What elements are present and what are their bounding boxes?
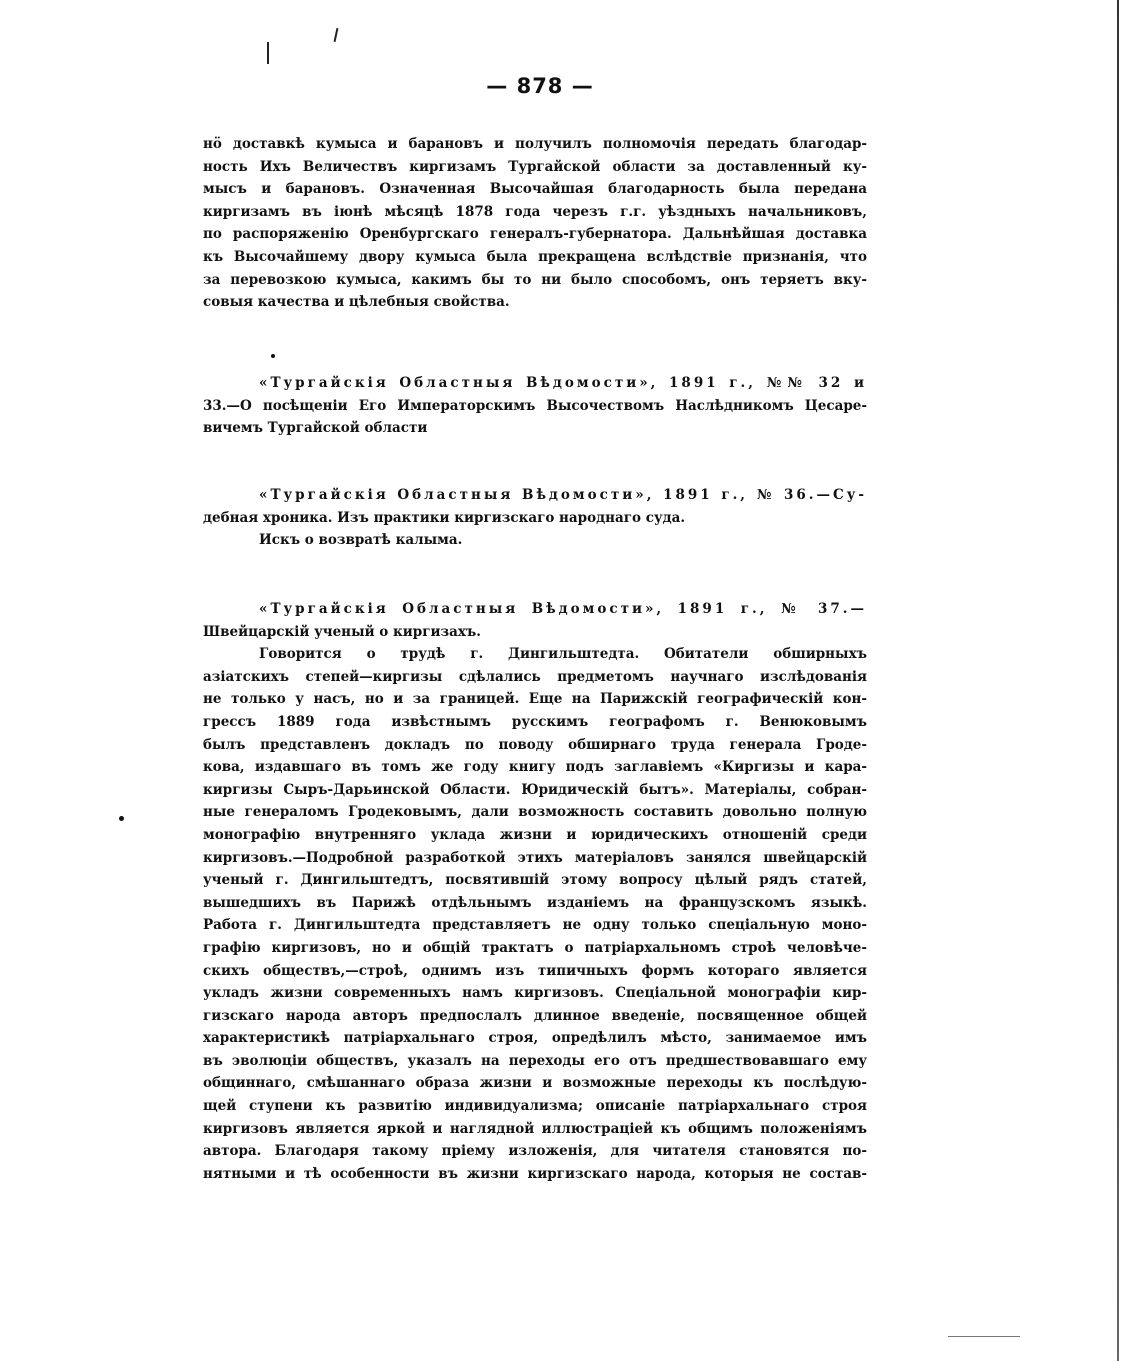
- text-line: въ эволюціи обществъ, указалъ на переходы его отъ предшествовавшаго ему: [203, 1052, 867, 1069]
- text-line: автора. Благодаря такому пріему изложенія, для читателя становятся по-: [203, 1143, 867, 1160]
- text-line: ность Ихъ Величествъ киргизамъ Тургайской области за доставленный ку-: [203, 158, 867, 175]
- text-line: ученый г. Дингильштедтъ, посвятившій этому вопросу цѣлый рядъ статей,: [203, 872, 867, 889]
- text-line: нятными и тѣ особенности въ жизни киргизскаго народа, которыя не состав-: [203, 1165, 867, 1182]
- paragraph-kumys: [203, 133, 867, 314]
- text-line: характеристикѣ патріархальнаго строя, опредѣлилъ мѣсто, занимаемое имъ: [203, 1030, 867, 1047]
- text-line: мысъ и барановъ. Означенная Высочайшая благодарность была передана: [203, 181, 867, 198]
- text-line: скихъ обществъ,—строѣ, однимъ изъ типичныхъ формъ котораго является: [203, 962, 867, 979]
- text-line: монографію внутренняго уклада жизни и юридическихъ отношеній среди: [203, 826, 867, 843]
- entry-no37: [203, 598, 867, 1185]
- text-line: не только у насъ, но и за границей. Еще на Парижскій географическій кон-: [203, 691, 867, 708]
- text-line: Искъ о возвратѣ калыма.: [259, 532, 463, 549]
- entry-heading: «Тургайскія Областныя Вѣдомости», 1891 г., №№ 32 и: [259, 375, 867, 391]
- text-line: по распоряженію Оренбургскаго генералъ-губернатора. Дальнѣйшая доставка: [203, 226, 867, 243]
- text-line: гизскаго народа авторъ предпослалъ длинное введеніе, посвященное общей: [203, 1007, 867, 1024]
- entry-no32-33: [203, 372, 867, 440]
- text-line: киргизы Сыръ-Дарьинской Области. Юридическій бытъ». Матеріалы, собран-: [203, 781, 867, 798]
- entry-subtitle: Швейцарскій ученый о киргизахъ.: [203, 623, 481, 640]
- entry-heading: «Тургайскія Областныя Вѣдомости», 1891 г., № 37.—: [259, 601, 867, 617]
- text-line: щей ступени къ развитію индивидуализма; описаніе патріархальнаго строя: [203, 1098, 867, 1115]
- text-line: къ Высочайшему двору кумыса была прекращена вслѣдствіе признанія, что: [203, 248, 867, 265]
- scan-dot: [119, 816, 124, 821]
- scan-mark: [267, 42, 269, 64]
- text-line: киргизовъ.—Подробной разработкой этихъ матеріаловъ занялся швейцарскій: [203, 849, 867, 866]
- text-line: за перевозкою кумыса, какимъ бы то ни было способомъ, онъ теряетъ вку-: [203, 271, 867, 288]
- text-line: вышедшихъ въ Парижѣ отдѣльнымъ изданіемъ на французскомъ языкѣ.: [203, 894, 867, 911]
- text-line: киргизамъ въ іюнѣ мѣсяцѣ 1878 года черезъ г.г. уѣздныхъ начальниковъ,: [203, 203, 867, 220]
- scan-dot: [271, 354, 275, 358]
- text-line: укладъ жизни современныхъ намъ киргизовъ. Спеціальной монографіи кир-: [203, 985, 867, 1002]
- page-edge-line: [1117, 0, 1119, 1361]
- page-number: — 878 —: [486, 74, 594, 98]
- text-line: Говорится о трудѣ г. Дингильштедта. Обитатели обширныхъ: [259, 646, 867, 663]
- text-line: Работа г. Дингильштедта представляетъ не одну только спеціальную моно-: [203, 917, 867, 934]
- text-line: грессъ 1889 года извѣстнымъ русскимъ географомъ г. Венюковымъ: [203, 713, 867, 730]
- scan-mark: [334, 28, 339, 42]
- text-line: кова, издавшаго въ томъ же году книгу подъ заглавіемъ «Киргизы и кара-: [203, 759, 867, 776]
- entry-no36: [203, 484, 867, 552]
- text-line: графію киргизовъ, но и общій трактатъ о патріархальномъ строѣ человѣче-: [203, 939, 867, 956]
- text-line: 33.—О посѣщеніи Его Императорскимъ Высочествомъ Наслѣдникомъ Цесаре-: [203, 397, 867, 414]
- text-line: киргизовъ является яркой и наглядной иллюстраціей къ общимъ положеніямъ: [203, 1120, 867, 1137]
- text-line: совыя качества и цѣлебныя свойства.: [203, 294, 510, 311]
- text-line: азіатскихъ степей—киргизы сдѣлались предметомъ научнаго изслѣдованія: [203, 668, 867, 685]
- scan-rule: [948, 1336, 1020, 1337]
- text-line: вичемъ Тургайской области: [203, 420, 428, 437]
- entry-heading: «Тургайскія Областныя Вѣдомости», 1891 г., № 36.—Су-: [259, 487, 867, 503]
- text-line: былъ представленъ докладъ по поводу обширнаго труда генерала Гроде-: [203, 736, 867, 753]
- text-line: общиннаго, смѣшаннаго образа жизни и возможные переходы къ послѣдую-: [203, 1075, 867, 1092]
- text-line: ные генераломъ Гродековымъ, дали возможность составить довольно полную: [203, 804, 867, 821]
- text-line: нö доставкѣ кумыса и барановъ и получилъ полномочія передать благодар-: [203, 136, 867, 152]
- text-line: дебная хроника. Изъ практики киргизскаго народнаго суда.: [203, 509, 686, 526]
